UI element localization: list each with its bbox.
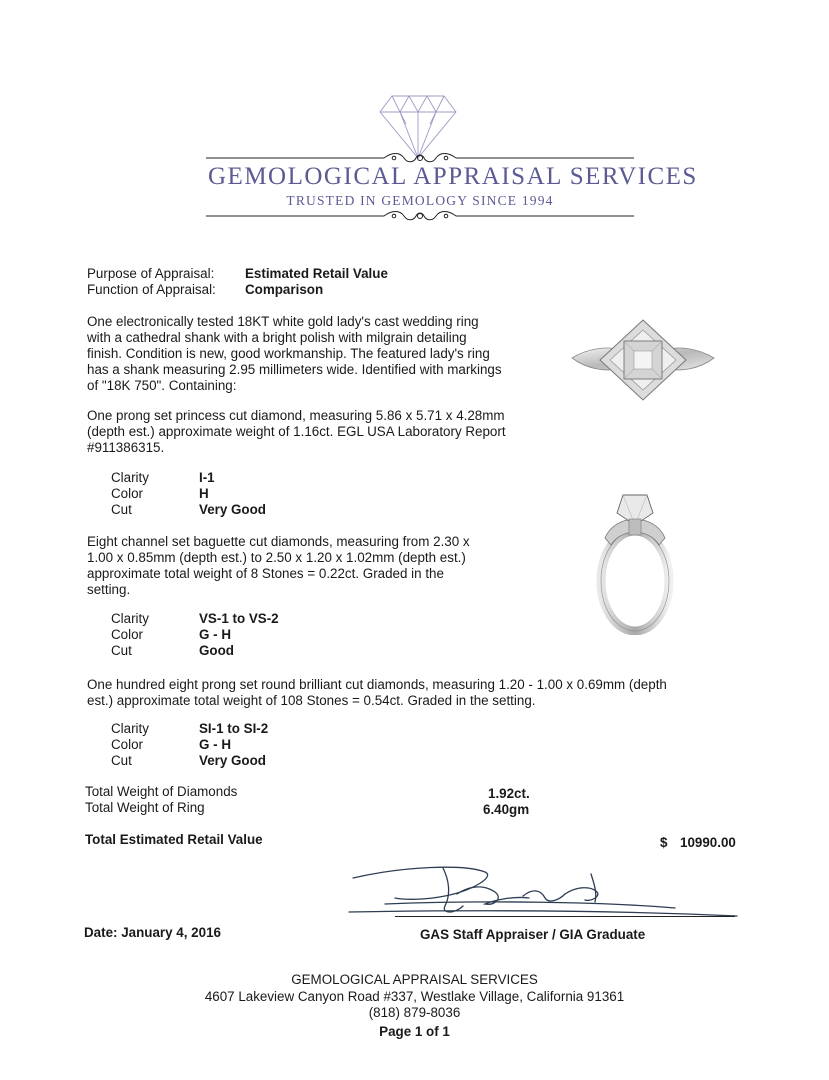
clarity-value: SI-1 to SI-2 <box>199 721 269 736</box>
color-value: G - H <box>199 627 231 642</box>
total-ring-value: 6.40gm <box>483 802 530 817</box>
cut-label: Cut <box>111 502 132 517</box>
stone-2-grades <box>111 611 361 659</box>
ring-description: One electronically tested 18KT white gold lady's cast wedding ring with a cathedral shank with a bright polish with milgrain detailing finish. Condition is new, good workmanship. The featured lady's ring has a shank measuring 2.95 millimeters wide. Identified with markings of "18K 750". Containing: <box>87 314 502 393</box>
stone-3-description: One hundred eight prong set round brilliant cut diamonds, measuring 1.20 - 1.00 x 0.69mm (depth est.) approximate total weight of 108 Stones = 0.54ct. Graded in the setting. <box>87 677 667 708</box>
total-ring-label: Total Weight of Ring <box>85 800 205 815</box>
clarity-label: Clarity <box>111 721 149 736</box>
stone-2-description: Eight channel set baguette cut diamonds, measuring from 2.30 x 1.00 x 0.85mm (depth est.) to 2.50 x 1.20 x 1.02mm (depth est.) approximate total weight of 8 Stones = 0.22ct. Graded in the setting. <box>87 534 470 597</box>
ring-side-view-image <box>585 483 680 635</box>
total-diamonds-label: Total Weight of Diamonds <box>85 784 238 799</box>
stone-3-grades <box>111 721 361 769</box>
cut-value: Very Good <box>199 753 266 768</box>
footer-company: GEMOLOGICAL APPRAISAL SERVICES <box>291 972 538 987</box>
stone-1-grades <box>111 470 361 518</box>
function-label: Function of Appraisal: <box>87 282 216 297</box>
total-retail-label: Total Estimated Retail Value <box>85 832 263 847</box>
clarity-value: VS-1 to VS-2 <box>199 611 279 626</box>
bottom-ornament-divider <box>206 208 634 224</box>
color-value: G - H <box>199 737 231 752</box>
cut-value: Good <box>199 643 234 658</box>
cut-label: Cut <box>111 753 132 768</box>
color-label: Color <box>111 737 143 752</box>
color-value: H <box>199 486 209 501</box>
company-name: GEMOLOGICAL APPRAISAL SERVICES <box>208 163 698 190</box>
page-number: Page 1 of 1 <box>379 1024 450 1039</box>
footer-phone: (818) 879-8036 <box>368 1005 461 1020</box>
appraisal-date: Date: January 4, 2016 <box>84 925 221 940</box>
ring-top-view-image <box>568 318 718 403</box>
total-diamonds-value: 1.92ct. <box>488 786 530 801</box>
purpose-value: Estimated Retail Value <box>245 266 388 281</box>
retail-currency: $ <box>660 835 668 850</box>
company-tagline: TRUSTED IN GEMOLOGY SINCE 1994 <box>286 193 554 208</box>
stone-1-description: One prong set princess cut diamond, measuring 5.86 x 5.71 x 4.28mm (depth est.) approximate weight of 1.16ct. EGL USA Laboratory Report #911386315. <box>87 408 506 455</box>
clarity-value: I-1 <box>199 470 215 485</box>
clarity-label: Clarity <box>111 470 149 485</box>
cut-label: Cut <box>111 643 132 658</box>
signature-line <box>395 916 735 917</box>
appraiser-title: GAS Staff Appraiser / GIA Graduate <box>420 927 646 942</box>
color-label: Color <box>111 486 143 501</box>
logo <box>0 0 829 230</box>
function-value: Comparison <box>245 282 324 297</box>
color-label: Color <box>111 627 143 642</box>
total-retail-value: 10990.00 <box>680 835 736 850</box>
purpose-label: Purpose of Appraisal: <box>87 266 215 281</box>
footer-address: 4607 Lakeview Canyon Road #337, Westlake Village, California 91361 <box>204 989 625 1004</box>
clarity-label: Clarity <box>111 611 149 626</box>
cut-value: Very Good <box>199 502 266 517</box>
